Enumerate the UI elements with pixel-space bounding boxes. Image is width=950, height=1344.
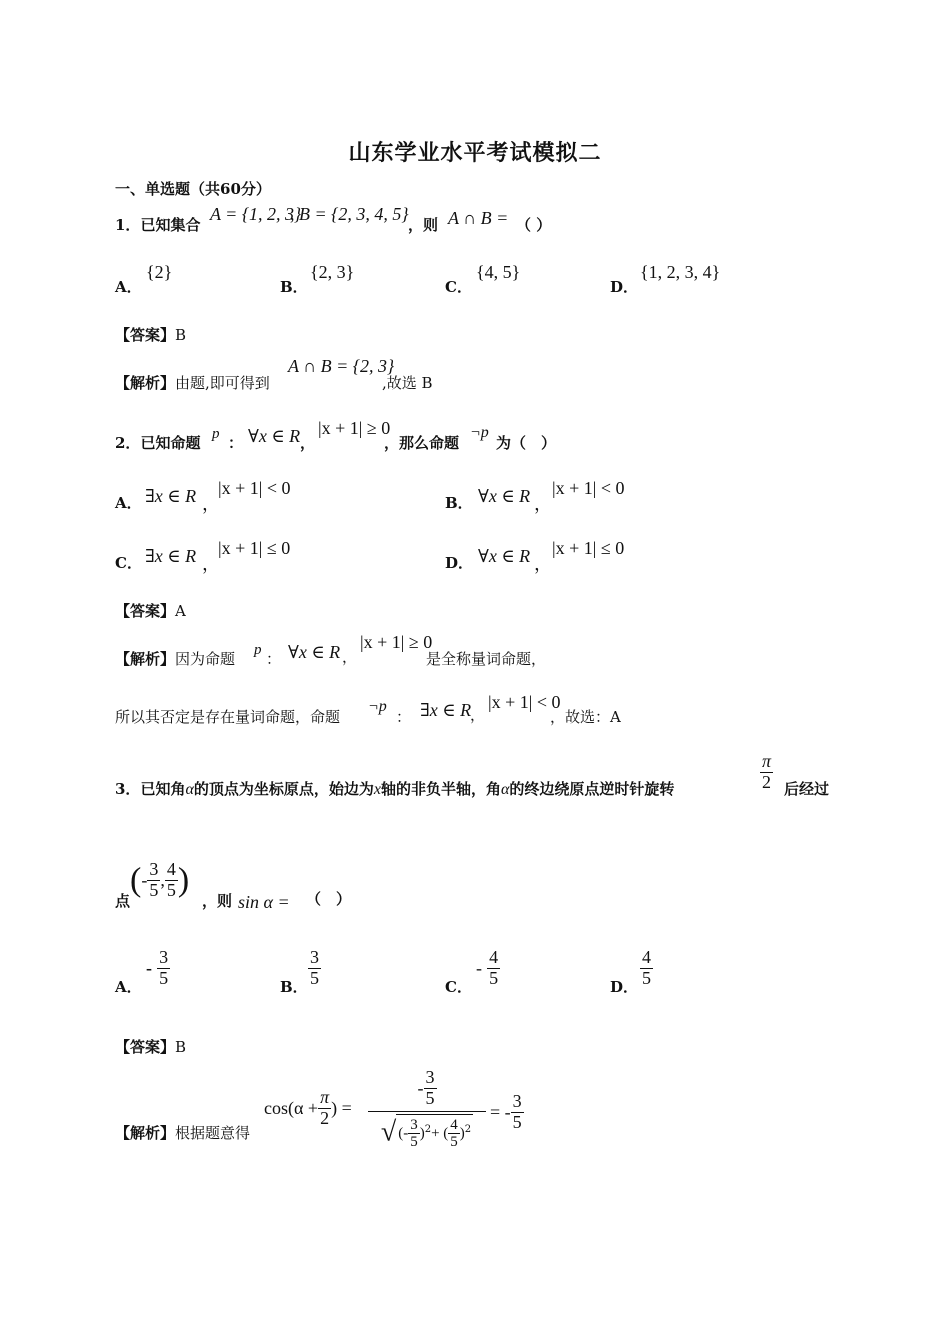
q3-sin: sin α = <box>238 892 290 912</box>
q3-point-x-num: 3 <box>149 859 159 879</box>
q3-sqrt-sq2: 2 <box>464 1123 472 1135</box>
q3-cos-pi: π <box>320 1087 330 1107</box>
q3-big-num-minus: - <box>417 1077 424 1098</box>
q3-stem-c: 轴的非负半轴，角 <box>380 780 501 798</box>
q2-option-a-label: A． <box>115 494 142 512</box>
q1-option-d-label: D． <box>610 278 639 296</box>
q2-option-a-comma: ， <box>202 494 220 514</box>
q2-analysis-line2: 所以其否定是存在量词命题，命题 <box>115 708 341 726</box>
q3-option-c-den: 5 <box>489 967 499 988</box>
q2-analysis-comma: ， <box>342 648 358 666</box>
q3-option-a-label: A． <box>115 978 142 996</box>
q3-answer-value: B <box>175 1038 187 1056</box>
q3-point-minus: - <box>141 869 148 890</box>
q3-pi: π <box>762 751 772 771</box>
q3-option-d-den: 5 <box>642 967 651 988</box>
q3-analysis-label: 【解析】 <box>115 1124 176 1142</box>
q1-stem-text: 已知集合 <box>140 216 201 234</box>
q1-set-b: , B = {2, 3, 4, 5} <box>290 204 409 224</box>
q3-option-a-frac <box>157 948 170 989</box>
q2-option-a-ineq: |x + 1| < 0 <box>218 478 291 498</box>
q3-point-y-num: 4 <box>166 859 176 879</box>
q2-option-c-ineq: |x + 1| ≤ 0 <box>218 538 291 558</box>
q3-sqrt-sq1: 2 <box>424 1123 432 1135</box>
q3-option-a-value <box>146 948 170 989</box>
q1-set-a: A = {1, 2, 3} <box>210 204 302 224</box>
q3-sqrt-close2: ) <box>459 1125 465 1142</box>
q1-option-b-label: B． <box>280 278 308 296</box>
q3-sqrt-body <box>396 1114 473 1151</box>
q1-blank: （ ） <box>516 216 552 234</box>
q2-option-b-ineq: |x + 1| < 0 <box>552 478 625 498</box>
q2-analysis-comma2: ， <box>470 706 486 724</box>
q3-analysis <box>115 1122 250 1143</box>
q1-number: 1． <box>115 216 141 234</box>
q3-sqrt-frac1 <box>408 1117 420 1151</box>
q3-sqrt-4: 4 <box>450 1116 458 1133</box>
q1-analysis-end: ,故选 B <box>382 374 433 392</box>
q3-point-y <box>165 860 178 901</box>
q3-sqrt-frac2 <box>448 1117 460 1151</box>
q3-point-comma: , <box>160 869 165 890</box>
q3-two: 2 <box>762 771 772 792</box>
q2-answer-value: A <box>175 602 186 620</box>
q3-sqrt-plus: + ( <box>431 1125 449 1142</box>
q2-option-d-ineq: |x + 1| ≤ 0 <box>552 538 625 558</box>
q1-option-a-value: {2} <box>146 262 173 282</box>
q2-number: 2． <box>115 434 141 452</box>
q3-option-b-label: B． <box>280 978 308 996</box>
q2-stem-end: 为（ ） <box>496 434 557 452</box>
q2-answer <box>115 600 186 621</box>
q1-analysis <box>115 372 270 393</box>
q3-analysis-text: 根据题意得 <box>175 1124 251 1142</box>
q1-answer <box>115 324 186 345</box>
q3-stem-e: 后经过 <box>784 780 830 798</box>
q3-option-b-den: 5 <box>310 967 319 988</box>
q2-analysis-end: 是全称量词命题， <box>426 650 547 668</box>
q3-big-fraction <box>368 1068 486 1151</box>
q2-p: p <box>212 426 220 442</box>
q2-option-a-quant: ∃x ∈ R <box>145 486 197 506</box>
q3-result-3: 3 <box>512 1091 522 1111</box>
q3-option-a-den: 5 <box>159 967 169 988</box>
q3-alpha: α <box>185 781 194 798</box>
q2-analysis-ineq2: |x + 1| < 0 <box>488 692 561 712</box>
q1-stem-then: ，则 <box>408 216 439 234</box>
q3-pi-over-2 <box>760 752 773 793</box>
q3-stem-line1 <box>115 778 674 799</box>
q2-stem-then: ，那么命题 <box>384 434 460 452</box>
q1-option-c-label: C． <box>445 278 472 296</box>
q3-option-b-value <box>308 948 321 989</box>
q2-analysis-label: 【解析】 <box>115 650 176 668</box>
q3-stem-a: 已知角 <box>140 780 186 798</box>
q1-analysis-expr: A ∩ B = {2, 3} <box>288 356 395 376</box>
q3-option-d-label: D． <box>610 978 639 996</box>
q3-option-c-label: C． <box>445 978 472 996</box>
q2-not-p: ¬p <box>470 424 489 441</box>
q2-stem <box>115 432 200 453</box>
q3-cos: cos(α + <box>264 1097 319 1118</box>
q2-option-d-quant: ∀x ∈ R <box>478 546 531 566</box>
q3-answer-label: 【答案】 <box>115 1038 176 1056</box>
q3-blank: （ ） <box>306 890 352 908</box>
q1-answer-value: B <box>175 326 187 344</box>
q3-sqrt-open: (- <box>398 1125 409 1142</box>
q3-point-prefix: 点 <box>115 892 131 910</box>
q3-cos-two: 2 <box>320 1107 330 1128</box>
q2-analysis-colon: ： <box>266 650 282 668</box>
q3-analysis-result <box>490 1092 524 1133</box>
q3-option-c-sign: - <box>476 957 482 978</box>
q3-option-a-num: 3 <box>159 947 169 967</box>
q3-big-den <box>368 1112 486 1151</box>
q1-answer-label: 【答案】 <box>115 326 176 344</box>
q3-option-c-frac <box>487 948 500 989</box>
q3-sqrt-5a: 5 <box>410 1134 418 1151</box>
q2-option-c-quant: ∃x ∈ R <box>145 546 197 566</box>
q1-option-a-label: A． <box>115 278 142 296</box>
q2-colon: ： <box>228 434 244 452</box>
q3-cos-pi-over-2 <box>318 1088 331 1129</box>
q3-point-x-den: 5 <box>149 879 159 900</box>
q2-analysis-colon2: ： <box>396 708 412 726</box>
q3-analysis-formula <box>264 1088 352 1129</box>
q2-option-b-label: B． <box>445 494 473 512</box>
section-heading: 一、单选题（共60分） <box>115 180 271 198</box>
q3-alpha-2: α <box>501 781 510 798</box>
q3-result-eq: = - <box>490 1101 511 1122</box>
q3-big-num-3: 3 <box>425 1067 435 1087</box>
q3-point-x <box>147 860 160 901</box>
q2-analysis-not-p: ¬p <box>368 698 387 715</box>
q3-point <box>130 860 189 901</box>
q3-close-paren: ) <box>177 861 190 899</box>
q3-stem-b: 的顶点为坐标原点，始边为 <box>193 780 374 798</box>
q3-result-5: 5 <box>512 1111 522 1132</box>
q3-big-num-frac <box>424 1068 437 1109</box>
q2-option-b-comma: ， <box>534 494 552 514</box>
q3-option-c-value <box>476 948 500 989</box>
q3-number: 3． <box>115 780 141 798</box>
q3-point-y-den: 5 <box>166 879 176 900</box>
q2-analysis-line1 <box>115 648 235 669</box>
q3-x: x <box>373 781 381 798</box>
q3-big-num <box>368 1068 486 1112</box>
q2-option-c-comma: ， <box>202 554 220 574</box>
q2-analysis-choice: ，故选：A <box>550 708 621 726</box>
q3-sqrt-3: 3 <box>410 1116 418 1133</box>
q3-option-b-frac <box>308 948 321 989</box>
q3-close-eq: ) = <box>331 1097 352 1118</box>
q1-analysis-text: 由题,即可得到 <box>175 374 270 392</box>
q3-result-frac <box>511 1092 524 1133</box>
q3-option-a-sign: - <box>146 957 152 978</box>
q2-analysis-exists: ∃x ∈ R <box>420 700 472 720</box>
q3-open-paren: ( <box>130 861 142 899</box>
q1-option-b-value: {2, 3} <box>310 262 355 282</box>
q3-big-num-5: 5 <box>425 1087 435 1108</box>
q3-sqrt-sign: √ <box>380 1116 397 1148</box>
q2-analysis-ineq: |x + 1| ≥ 0 <box>360 632 433 652</box>
q1-option-d-value: {1, 2, 3, 4} <box>640 262 721 282</box>
page-title: 山东学业水平考试模拟二 <box>348 140 602 166</box>
q3-stem-d: 的终边绕原点逆时针旋转 <box>509 780 675 798</box>
q2-ineq: |x + 1| ≥ 0 <box>318 418 391 438</box>
q2-analysis-p: p <box>254 642 262 658</box>
q1-analysis-label: 【解析】 <box>115 374 176 392</box>
q3-sqrt-close1: ) <box>419 1125 425 1142</box>
q3-option-b-num: 3 <box>310 947 319 967</box>
q1-option-c-value: {4, 5} <box>476 262 521 282</box>
q2-forall: ∀x ∈ R <box>248 426 301 446</box>
q2-option-b-quant: ∀x ∈ R <box>478 486 531 506</box>
q2-option-c-label: C． <box>115 554 142 572</box>
q2-stem-text: 已知命题 <box>140 434 201 452</box>
q3-option-d-value <box>640 948 653 989</box>
q3-option-d-frac <box>640 948 653 989</box>
q2-analysis-forall: ∀x ∈ R <box>288 642 341 662</box>
q3-option-c-num: 4 <box>489 947 499 967</box>
q1-stem <box>115 214 200 235</box>
q2-answer-label: 【答案】 <box>115 602 176 620</box>
q2-comma: ， <box>300 434 316 452</box>
q2-option-d-label: D． <box>445 554 474 572</box>
q3-stem-f: ，则 <box>202 892 233 910</box>
q1-expr: A ∩ B = <box>448 208 509 228</box>
q2-option-d-comma: ， <box>534 554 552 574</box>
q2-analysis-text: 因为命题 <box>175 650 236 668</box>
q3-option-d-num: 4 <box>642 947 651 967</box>
q3-answer <box>115 1036 186 1057</box>
q3-sqrt-5b: 5 <box>450 1134 458 1151</box>
